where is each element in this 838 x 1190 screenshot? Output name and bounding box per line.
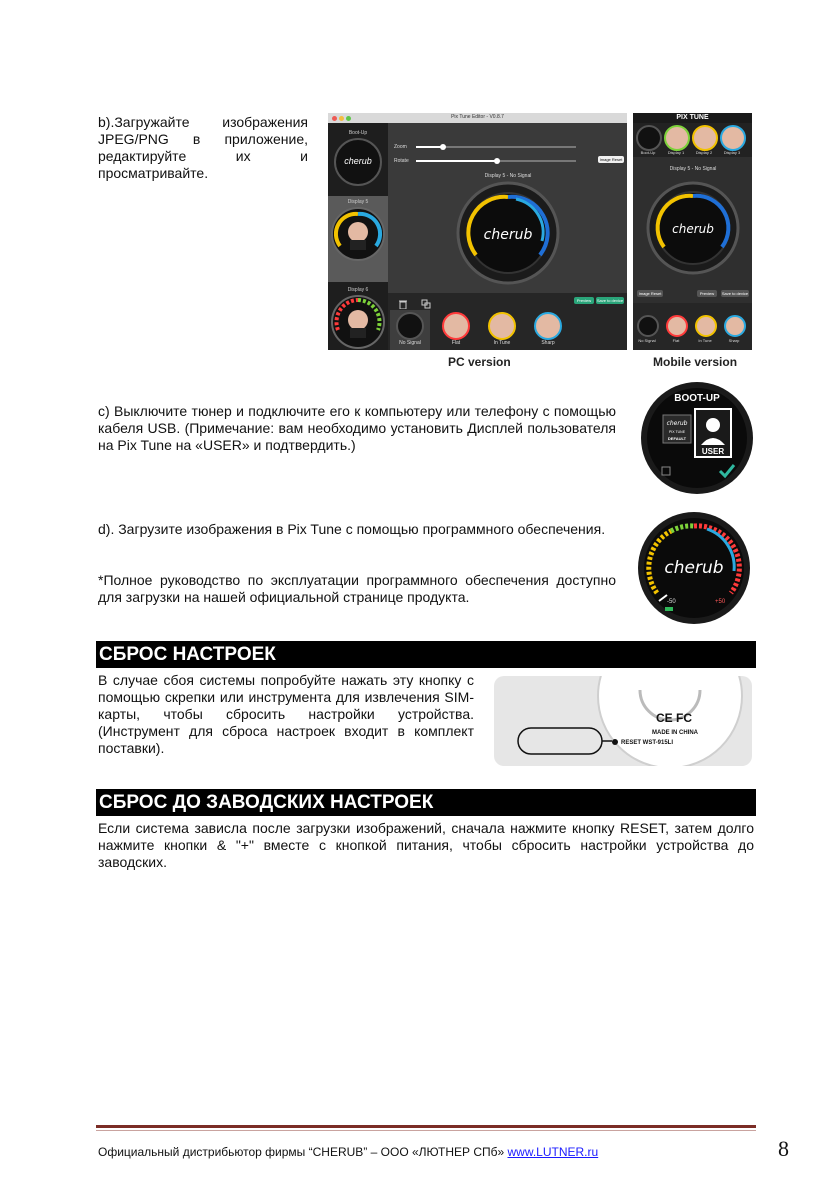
rotate-slider[interactable]: [416, 160, 576, 162]
pc-thumb-in-tune[interactable]: [482, 310, 522, 350]
step-b-text: b).Загружайте изображения JPEG/PNG в приложение, редактируйте их и просматривайте.: [98, 114, 308, 181]
step-c-text: c) Выключите тюнер и подключите его к компьютеру или телефону с помощью кабеля USB. (Примечание: вам необходимо установить Дисплей пользователя на Pix Tune на «USER» и подтвердить.): [98, 403, 616, 453]
mobile-image-reset-button[interactable]: Image Reset: [638, 291, 662, 296]
pc-version-screenshot: [328, 113, 627, 350]
pc-version-caption: PC version: [448, 355, 511, 369]
tuner-left-value: -50: [667, 599, 676, 605]
pc-sidebar-item-display5[interactable]: [328, 196, 388, 282]
pc-display5-thumb: [330, 206, 386, 262]
mobile-thumb-label: No Signal: [638, 338, 656, 343]
bootup-title: BOOT-UP: [674, 393, 720, 404]
tuner-device-image: [637, 511, 751, 625]
pc-preview-logo: cherub: [483, 227, 533, 243]
reset-text: В случае сбоя системы попробуйте нажать эту кнопку с помощью скрепки или инструмента для извлечения SIM-карты, чтобы сбросить настройки устройства. (Инструмент для сброса настроек входит в комплект поставки).: [98, 672, 474, 756]
pc-display6-label: Display 6: [347, 287, 369, 293]
pc-sidebar: [328, 123, 388, 350]
pc-bootup-logo: cherub: [344, 156, 372, 166]
mobile-top-thumb[interactable]: [664, 125, 690, 151]
step-d-text: d). Загрузите изображения в Pix Tune с помощью программного обеспечения.: [98, 521, 606, 537]
mobile-top-thumbs: [633, 123, 752, 157]
mobile-app-title: PIX TUNE: [633, 113, 752, 123]
mobile-preview-button[interactable]: Preview: [697, 290, 717, 297]
zoom-slider-handle[interactable]: [440, 144, 446, 150]
mobile-top-thumb-label: Display 1: [667, 150, 685, 155]
footer-rule: [96, 1125, 756, 1128]
mobile-preview-logo: cherub: [672, 222, 714, 236]
trash-icon[interactable]: [398, 296, 408, 306]
pc-titlebar: [328, 113, 627, 123]
pc-thumb-sharp[interactable]: [528, 310, 568, 350]
bootup-device-image: [640, 381, 754, 495]
mobile-top-thumb[interactable]: [720, 125, 746, 151]
pc-thumb-bar: [388, 293, 627, 350]
mobile-thumb-label: Sharp: [728, 338, 740, 343]
factory-reset-heading: СБРОС ДО ЗАВОДСКИХ НАСТРОЕК: [96, 789, 756, 816]
mobile-thumb-label: Flat: [672, 338, 680, 343]
pc-display5-label: Display 5: [347, 199, 369, 205]
mobile-thumb-bar: [633, 303, 752, 350]
mobile-version-caption: Mobile version: [653, 355, 738, 369]
pc-preview-circle: [456, 181, 560, 285]
pc-preview-button[interactable]: Preview: [574, 297, 594, 304]
pc-thumb-flat[interactable]: [436, 310, 476, 350]
tuner-right-value: +50: [715, 599, 726, 605]
mobile-thumb[interactable]: [724, 315, 746, 337]
page-number: 8: [778, 1136, 789, 1161]
zoom-slider[interactable]: [416, 146, 576, 148]
pc-sidebar-title: Boot-Up: [348, 130, 368, 136]
reset-device-image: [494, 676, 752, 766]
bootup-default: DEFAULT: [667, 436, 687, 441]
pc-thumb-label: Sharp: [541, 340, 555, 346]
mobile-thumb[interactable]: [637, 315, 659, 337]
zoom-label: Zoom: [394, 144, 407, 150]
rotate-slider-handle[interactable]: [494, 158, 500, 164]
reset-model: RESET WST-915LI: [621, 740, 674, 746]
mobile-top-thumb-label: Display 3: [723, 150, 741, 155]
pc-save-button[interactable]: Save to device: [596, 298, 624, 303]
pc-app-title: Pix Tune Editor - V0.8.7: [451, 114, 504, 120]
footer-distributor: Официальный дистрибьютор фирмы “CHERUB” – ООО «ЛЮТНЕР СПб»: [98, 1145, 508, 1159]
footer-text: [98, 1145, 598, 1159]
factory-reset-text: Если система зависла после загрузки изображений, сначала нажмите кнопку RESET, затем долго нажмите кнопки & "+" вместе с кнопкой питания, чтобы сбросить настройки устройства до заводских.: [98, 820, 754, 870]
mobile-thumb-label: In Tune: [698, 338, 712, 343]
pc-thumb-label: Flat: [451, 340, 461, 346]
image-reset-button[interactable]: Image Reset: [599, 157, 623, 162]
footer-link[interactable]: www.LUTNER.ru: [507, 1145, 599, 1159]
mobile-save-button[interactable]: Save to device: [721, 291, 749, 296]
rotate-label: Rotate: [394, 158, 409, 164]
pc-display6-thumb[interactable]: [330, 294, 386, 350]
reset-heading: СБРОС НАСТРОЕК: [96, 641, 756, 668]
pc-thumb-no-signal[interactable]: [390, 310, 430, 350]
bootup-logo: cherub: [666, 420, 688, 427]
mobile-top-thumb-label: Display 2: [695, 150, 713, 155]
manual-note-text: *Полное руководство по эксплуатации программного обеспечения доступно для загрузки на нашей официальной странице продукта.: [98, 572, 616, 605]
mobile-thumb[interactable]: [666, 315, 688, 337]
reset-made-in: MADE IN CHINA: [652, 730, 698, 736]
pc-editor-area: [388, 123, 627, 293]
mobile-display-select[interactable]: Display 5 - No Signal: [669, 166, 717, 172]
footer-rule-thin: [96, 1130, 756, 1131]
pc-display-select[interactable]: Display 5 - No Signal: [484, 173, 532, 179]
pc-thumb-label: No Signal: [399, 340, 421, 346]
pc-thumb-label: In Tune: [493, 340, 511, 346]
bootup-user: USER: [701, 447, 725, 456]
mobile-version-screenshot: [633, 113, 752, 350]
mobile-thumb[interactable]: [695, 315, 717, 337]
copy-icon[interactable]: [421, 296, 431, 306]
bootup-pix-tune: PIX TUNE: [668, 430, 686, 434]
mobile-top-thumb[interactable]: [692, 125, 718, 151]
reset-marks: CE FC: [656, 711, 692, 725]
tuner-logo: cherub: [664, 558, 724, 578]
mobile-preview-circle: [646, 181, 740, 275]
pc-bootup-thumb[interactable]: [334, 138, 382, 186]
mobile-top-thumb[interactable]: [636, 125, 662, 151]
mobile-top-thumb-label: Boot-Up: [640, 150, 656, 155]
